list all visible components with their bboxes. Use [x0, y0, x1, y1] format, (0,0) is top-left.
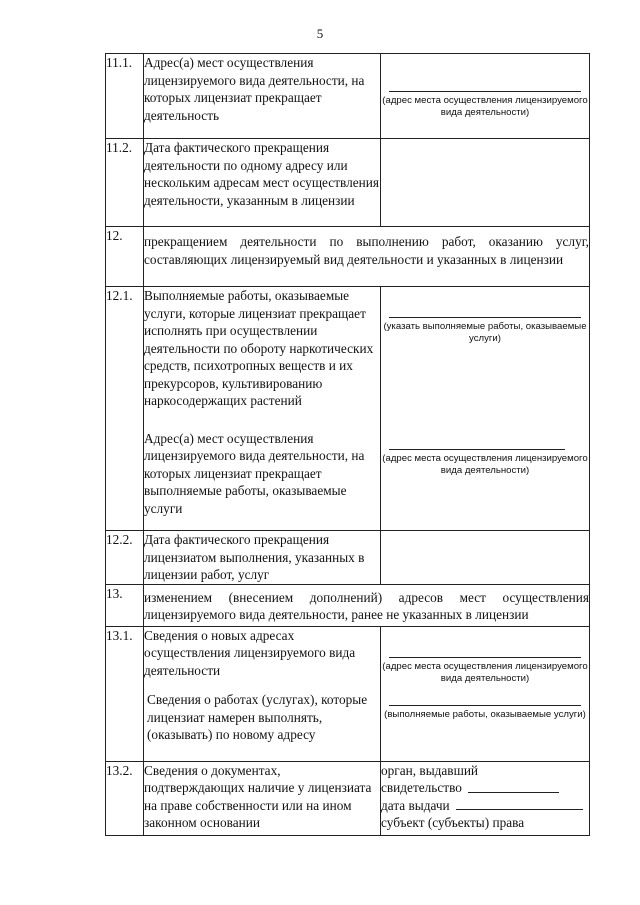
application-form-table	[105, 53, 590, 836]
value-cell[interactable]	[381, 626, 590, 761]
row-12-1	[106, 287, 590, 531]
row-number: 13.2.	[106, 761, 144, 835]
row-number: 13.	[106, 584, 144, 626]
row-number: 13.1.	[106, 626, 144, 761]
field-label: Адрес(а) мест осуществления лицензируемого вида деятельности, на которых лицензиат прекращает выполняемые работы, оказываемые услуги	[144, 430, 365, 516]
row-11-2	[106, 139, 590, 227]
issue-date-label: дата выдачи	[381, 797, 450, 813]
row-11-1	[106, 54, 590, 139]
field-label: Сведения о новых адресах осуществления лицензируемого вида деятельности	[144, 627, 356, 678]
rights-subject-label: субъект (субъекты) права	[381, 815, 525, 830]
value-cell[interactable]	[381, 531, 590, 585]
certificate-line	[381, 779, 589, 797]
field-caption: (адрес места осуществления лицензируемого вида деятельности)	[382, 453, 588, 476]
row-number: 11.1.	[106, 54, 144, 139]
issue-date-line	[381, 797, 589, 815]
field-caption: (адрес места осуществления лицензируемого вида деятельности)	[382, 660, 588, 684]
row-number: 11.2.	[106, 139, 144, 227]
field-caption: (указать выполняемые работы, оказываемые услуги)	[383, 321, 587, 344]
field-label: Дата фактического прекращения деятельности по одному адресу или нескольким адресам мест осуществления деятельности, указанным в лицензии	[144, 139, 381, 227]
value-cell[interactable]	[381, 54, 590, 139]
fill-in-line[interactable]	[389, 449, 565, 450]
issuing-authority-label: орган, выдавший	[381, 762, 479, 778]
field-caption: (выполняемые работы, оказываемые услуги)	[384, 708, 586, 720]
field-label: Адрес(а) мест осуществления лицензируемого вида деятельности, на которых лицензиат прекращает деятельность	[144, 54, 381, 139]
field-label: Дата фактического прекращения лицензиатом выполнения, указанных в лицензии работ, услуг	[144, 531, 381, 585]
row-13-2	[106, 761, 590, 835]
field-label: Выполняемые работы, оказываемые услуги, которые лицензиат прекращает исполнять при осуществлении деятельности по обороту наркотических средств, психотропных веществ и их прекурсоров, культивированию наркосодержащих растений	[144, 288, 374, 408]
row-number: 12.	[106, 227, 144, 287]
row-number: 12.1.	[106, 287, 144, 531]
certificate-label: свидетельство	[381, 780, 462, 795]
field-label-group	[144, 626, 381, 761]
fill-in-line[interactable]	[389, 91, 581, 92]
row-12	[106, 227, 590, 287]
field-label: Сведения о документах, подтверждающих наличие у лицензиата на праве собственности или на ином законном основании	[144, 761, 381, 835]
page-number: 5	[316, 26, 324, 41]
row-13	[106, 584, 590, 626]
issue-date-fill-line[interactable]	[456, 808, 583, 810]
field-caption: (адрес места осуществления лицензируемого вида деятельности)	[382, 95, 588, 118]
field-label-group	[144, 287, 381, 531]
row-13-1	[106, 626, 590, 761]
value-cell[interactable]	[381, 139, 590, 227]
fill-in-line[interactable]	[389, 705, 581, 706]
row-number: 12.2.	[106, 531, 144, 585]
row-12-2	[106, 531, 590, 585]
document-details-cell	[381, 761, 590, 835]
field-label: Сведения о работах (услугах), которые лицензиат намерен выполнять, (оказывать) по новому адресу	[147, 692, 368, 742]
value-cell[interactable]	[381, 287, 590, 531]
fill-in-line[interactable]	[389, 657, 581, 658]
section-heading: изменением (внесением дополнений) адресов мест осуществления лицензируемого вида деятельности, ранее не указанных в лицензии	[144, 584, 590, 626]
fill-in-line[interactable]	[389, 317, 581, 318]
certificate-fill-line[interactable]	[468, 791, 559, 793]
section-heading: прекращением деятельности по выполнению работ, оказанию услуг, составляющих лицензируемый вид деятельности и указанных в лицензии	[144, 227, 590, 287]
